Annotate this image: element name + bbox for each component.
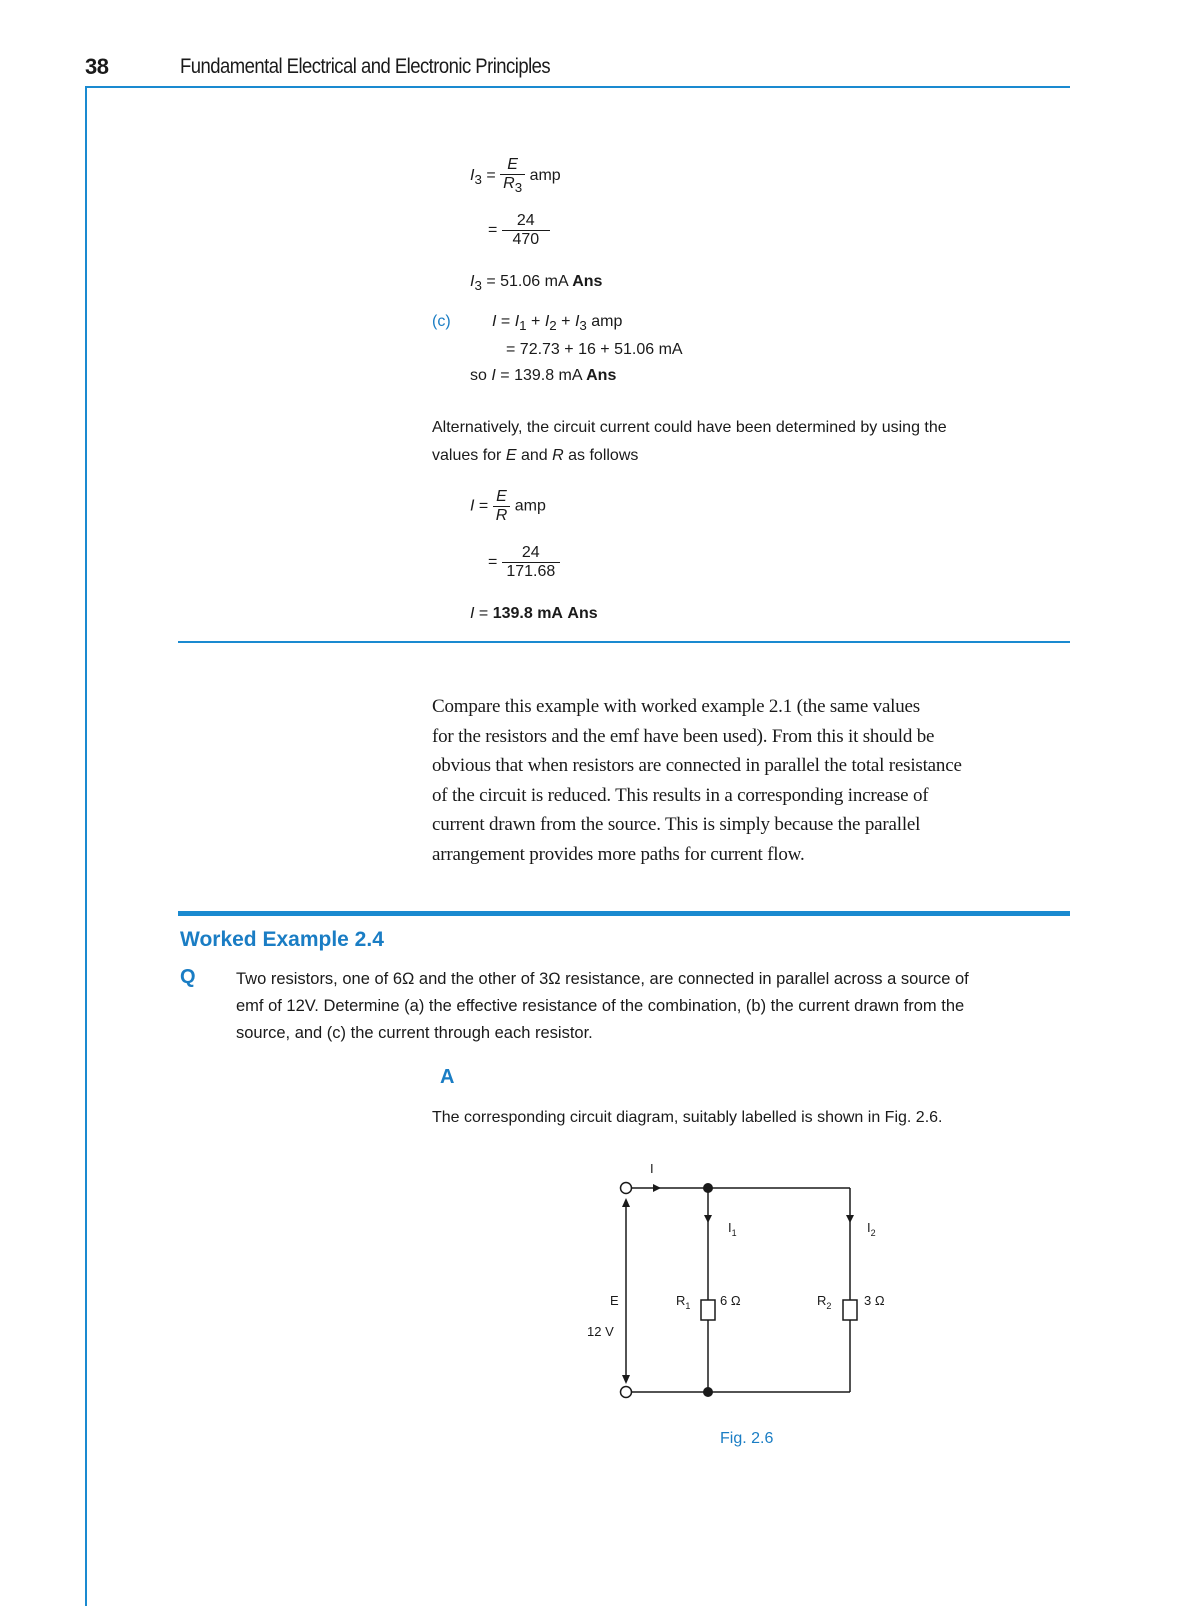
part-c-line3: so I = 139.8 mA Ans xyxy=(470,367,617,384)
r2-value: 3 Ω xyxy=(864,1293,885,1308)
alternative-text: Alternatively, the circuit current could have been determined by using the values for E and R as follows xyxy=(432,419,947,464)
resistor-r2 xyxy=(843,1300,857,1320)
i-formula: I = $\frac{E}{R}$ amp xyxy=(470,488,546,524)
source-label: E xyxy=(610,1293,619,1308)
current-arrow-total xyxy=(653,1184,661,1192)
figure-caption: Fig. 2.6 xyxy=(720,1430,774,1447)
emf-arrow-up xyxy=(622,1198,630,1207)
current-arrow-i2 xyxy=(846,1215,854,1223)
i-numeric: = $\frac{24}{171.68}$ xyxy=(488,544,560,581)
current-i2-label: $I_2$ xyxy=(867,1220,876,1238)
r1-label: $R_1$ xyxy=(676,1293,691,1311)
terminal-bottom xyxy=(621,1387,632,1398)
comparison-paragraph: Compare this example with worked example 2.1 (the same values for the resistors and the emf have been used). From this it should be obvious that when resistors are connected in parallel the total resistance of the circuit is reduced. This results in a corresponding increase of current drawn from the source. This is simply because the parallel arrangement provides more paths for current flow. xyxy=(432,696,962,865)
part-c-label: (c) xyxy=(432,313,451,330)
worked-example-rule xyxy=(178,911,1070,916)
i3-numeric: = $\frac{24}{470}$ xyxy=(488,212,550,249)
terminal-top xyxy=(621,1183,632,1194)
source-value: 12 V xyxy=(587,1324,614,1339)
r2-label: $R_2$ xyxy=(817,1293,832,1311)
example-end-rule xyxy=(178,641,1070,643)
question-label: Q xyxy=(180,966,196,988)
question-text: Two resistors, one of 6Ω and the other of 3Ω resistance, are connected in parallel across a source of emf of 12V. Determine (a) the effective resistance of the combination, (b) the current drawn from the source, and (c) the current through each resistor. xyxy=(236,970,969,1043)
current-i1-label: $I_1$ xyxy=(728,1220,737,1238)
i-result: I = 139.8 mA Ans xyxy=(470,605,598,622)
page-number: 38 xyxy=(85,54,109,79)
worked-example-title: Worked Example 2.4 xyxy=(180,928,384,951)
part-c-line2: = 72.73 + 16 + 51.06 mA xyxy=(506,341,683,358)
current-arrow-i1 xyxy=(704,1215,712,1223)
circuit-diagram xyxy=(580,1155,910,1415)
i3-formula: $I_3$ = $\frac{E}{R_3}$ amp xyxy=(470,156,561,196)
i3-result: $I_3 = 51.06$ mA Ans xyxy=(470,273,603,294)
resistor-r1 xyxy=(701,1300,715,1320)
junction-top xyxy=(703,1183,713,1193)
part-c-line1: $I = I_1 + I_2 + I_3$ amp xyxy=(492,313,623,334)
header-rule xyxy=(85,86,1070,88)
r1-value: 6 Ω xyxy=(720,1293,741,1308)
answer-intro: The corresponding circuit diagram, suitably labelled is shown in Fig. 2.6. xyxy=(432,1109,943,1126)
current-total-label: I xyxy=(650,1161,654,1176)
left-margin-rule xyxy=(85,88,87,1606)
running-title: Fundamental Electrical and Electronic Principles xyxy=(180,55,551,78)
answer-label: A xyxy=(440,1066,455,1088)
emf-arrow-down xyxy=(622,1375,630,1384)
junction-bottom xyxy=(703,1387,713,1397)
